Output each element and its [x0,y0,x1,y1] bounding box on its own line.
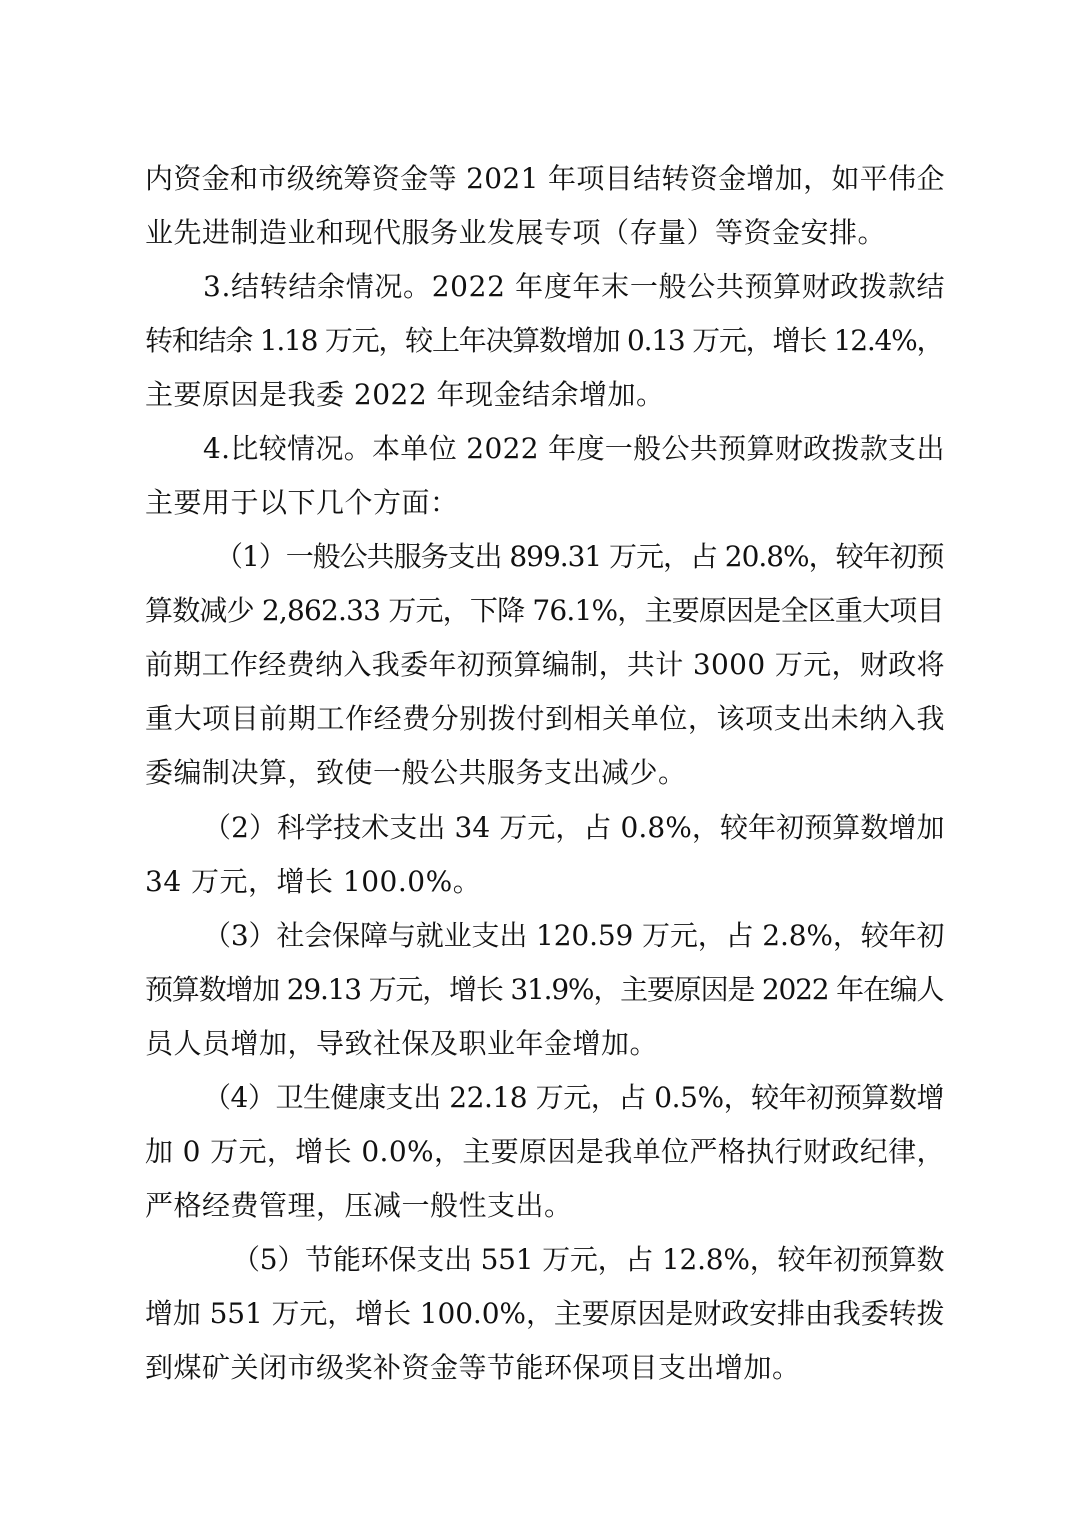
text-line-20: 严格经费管理，压减一般性支出。 [145,1189,573,1222]
text-line-10: 前期工作经费纳入我委年初预算编制，共计 3000 万元，财政将 [145,648,945,681]
text-line-9: 算数减少 2,862.33 万元，下降 76.1%，主要原因是全区重大项目 [145,594,944,627]
text-line-4: 转和结余 1.18 万元，较上年决算数增加 0.13 万元，增长 12.4%， [145,324,944,357]
text-line-14: 34 万元，增长 100.0%。 [145,865,482,898]
text-line-5: 主要原因是我委 2022 年现金结余增加。 [145,378,665,411]
text-line-6: 4.比较情况。本单位 2022 年度一般公共预算财政拨款支出 [203,432,945,465]
text-line-2: 业先进制造业和现代服务业发展专项（存量）等资金安排。 [145,216,887,249]
text-line-17: 员人员增加，导致社保及职业年金增加。 [145,1027,659,1060]
text-line-16: 预算数增加 29.13 万元，增长 31.9%，主要原因是 2022 年在编人 [145,973,944,1006]
text-line-19: 加 0 万元，增长 0.0%，主要原因是我单位严格执行财政纪律， [145,1135,945,1168]
text-line-11: 重大项目前期工作经费分别拨付到相关单位，该项支出未纳入我 [145,702,946,735]
text-line-3: 3.结转结余情况。2022 年度年末一般公共预算财政拨款结 [203,270,946,303]
text-line-15: （3）社会保障与就业支出 120.59 万元，占 2.8%，较年初 [203,919,945,952]
text-line-23: 到煤矿关闭市级奖补资金等节能环保项目支出增加。 [145,1351,801,1384]
text-line-1: 内资金和市级统筹资金等 2021 年项目结转资金增加，如平伟企 [145,162,945,195]
text-line-8: （1）一般公共服务支出 899.31 万元，占 20.8%，较年初预 [215,540,944,573]
text-line-7: 主要用于以下几个方面： [145,486,459,519]
text-line-22: 增加 551 万元，增长 100.0%，主要原因是财政安排由我委转拨 [145,1297,945,1330]
text-line-13: （2）科学技术支出 34 万元，占 0.8%，较年初预算数增加 [203,811,945,844]
text-line-18: （4）卫生健康支出 22.18 万元，占 0.5%，较年初预算数增 [203,1081,945,1114]
text-line-21: （5）节能环保支出 551 万元，占 12.8%，较年初预算数 [232,1243,945,1276]
text-line-12: 委编制决算，致使一般公共服务支出减少。 [145,756,687,789]
